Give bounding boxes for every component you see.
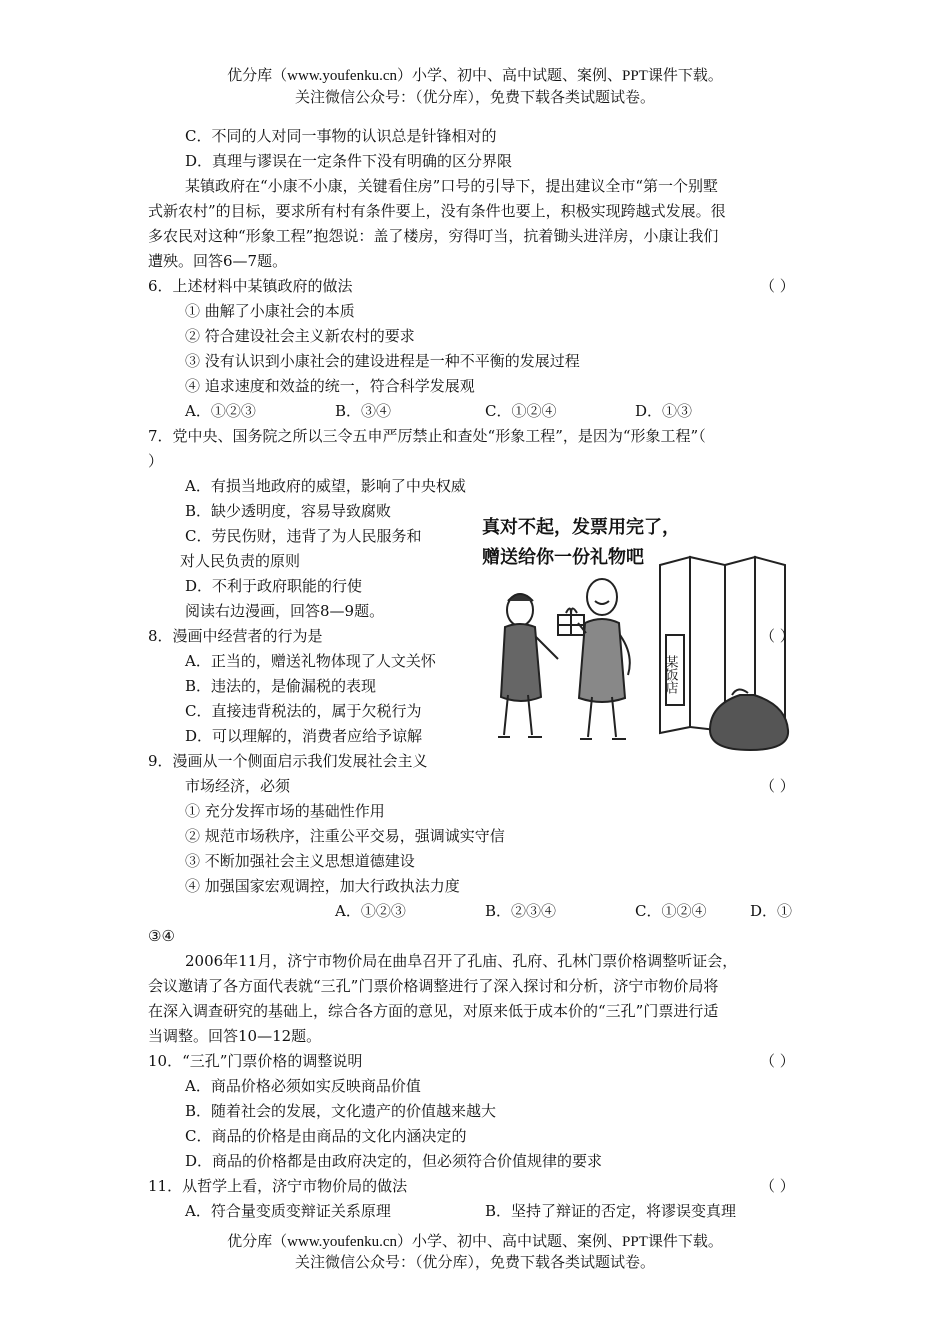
shopkeeper-figure bbox=[578, 579, 630, 739]
q6-option-b[interactable]: B．③④ bbox=[335, 402, 392, 420]
q9-option-c[interactable]: C．①②④ bbox=[635, 902, 707, 920]
q11-option-b[interactable]: B．坚持了辩证的否定，将谬误变真理 bbox=[485, 1202, 737, 1220]
q6-stem: 6．上述材料中某镇政府的做法 bbox=[148, 277, 353, 295]
q8-option-c[interactable]: C．直接违背税法的，属于欠税行为 bbox=[185, 702, 422, 720]
q9-stem-1: 9．漫画从一个侧面启示我们发展社会主义 bbox=[148, 752, 428, 770]
q7-option-d[interactable]: D．不利于政府职能的行使 bbox=[185, 577, 363, 595]
passage1-line-3: 多农民对这种“形象工程”抱怨说：盖了楼房，穷得叮当，抗着锄头进洋房，小康让我们 bbox=[148, 227, 719, 245]
q8-option-b[interactable]: B．违法的，是偷漏税的表现 bbox=[185, 677, 377, 695]
q8-stem: 8．漫画中经营者的行为是 bbox=[148, 627, 323, 645]
customer-figure bbox=[498, 594, 558, 737]
passage2-line-1: 2006年11月，济宁市物价局在曲阜召开了孔庙、孔府、孔林门票价格调整听证会， bbox=[185, 952, 738, 970]
q6-item-4: ④ 追求速度和效益的统一，符合科学发展观 bbox=[185, 377, 475, 395]
q7-option-c-cont: 对人民负责的原则 bbox=[180, 552, 301, 570]
footer-line-1: 优分库（www.youfenku.cn）小学、初中、高中试题、案例、PPT课件下载。 bbox=[227, 1234, 723, 1250]
q7-stem: 7．党中央、国务院之所以三令五申严厉禁止和查处“形象工程”，是因为“形象工程”（ bbox=[148, 427, 706, 445]
q9-option-d-cont: ③④ bbox=[148, 927, 175, 945]
cartoon-caption-2: 赠送给你一份礼物吧 bbox=[482, 547, 644, 568]
prev-option-d: D．真理与谬误在一定条件下没有明确的区分界限 bbox=[185, 152, 513, 170]
passage2-line-4: 当调整。回答10—12题。 bbox=[148, 1027, 322, 1045]
q9-item-3: ③ 不断加强社会主义思想道德建设 bbox=[185, 852, 415, 870]
q6-item-3: ③ 没有认识到小康社会的建设进程是一种不平衡的发展过程 bbox=[185, 352, 580, 370]
q7-stem-end[interactable]: ） bbox=[148, 452, 164, 470]
q8-option-a[interactable]: A．正当的，赠送礼物体现了人文关怀 bbox=[185, 652, 436, 670]
q11-answer-blank[interactable]: （ ） bbox=[760, 1177, 795, 1195]
q9-option-a[interactable]: A．①②③ bbox=[335, 902, 406, 920]
passage1-line-4: 遭殃。回答6—7题。 bbox=[148, 252, 288, 270]
q9-answer-blank[interactable]: （ ） bbox=[760, 777, 795, 795]
q6-option-c[interactable]: C．①②④ bbox=[485, 402, 557, 420]
gift-box-icon bbox=[558, 608, 584, 635]
q7-option-b[interactable]: B．缺少透明度，容易导致腐败 bbox=[185, 502, 392, 520]
q10-option-d[interactable]: D．商品的价格都是由政府决定的，但必须符合价值规律的要求 bbox=[185, 1152, 603, 1170]
cartoon-caption-1: 真对不起，发票用完了， bbox=[482, 517, 680, 538]
q10-option-a[interactable]: A．商品价格必须如实反映商品价值 bbox=[185, 1077, 421, 1095]
prev-option-c: C．不同的人对同一事物的认识总是针锋相对的 bbox=[185, 127, 497, 145]
header-line-1: 优分库（www.youfenku.cn）小学、初中、高中试题、案例、PPT课件下载。 bbox=[227, 68, 723, 84]
q10-option-b[interactable]: B．随着社会的发展，文化遗产的价值越来越大 bbox=[185, 1102, 497, 1120]
q11-option-a[interactable]: A．符合量变质变辩证关系原理 bbox=[185, 1202, 391, 1220]
passage1-line-2: 式新农村”的目标，要求所有村有条件要上，没有条件也要上，积极实现跨越式发展。很 bbox=[148, 202, 726, 220]
q11-stem: 11．从哲学上看，济宁市物价局的做法 bbox=[148, 1177, 408, 1195]
q9-stem-2: 市场经济，必须 bbox=[185, 777, 291, 795]
q8-option-d[interactable]: D．可以理解的，消费者应给予谅解 bbox=[185, 727, 423, 745]
q10-stem: 10．“三孔”门票价格的调整说明 bbox=[148, 1052, 363, 1070]
q10-option-c[interactable]: C．商品的价格是由商品的文化内涵决定的 bbox=[185, 1127, 467, 1145]
passage2-line-3: 在深入调查研究的基础上，综合各方面的意见，对原来低于成本价的“三孔”门票进行适 bbox=[148, 1002, 719, 1020]
q10-answer-blank[interactable]: （ ） bbox=[760, 1052, 795, 1070]
q9-item-2: ② 规范市场秩序，注重公平交易，强调诚实守信 bbox=[185, 827, 505, 845]
q6-answer-blank[interactable]: （ ） bbox=[760, 277, 795, 295]
passage2-line-2: 会议邀请了各方面代表就“三孔”门票价格调整进行了深入探讨和分析，济宁市物价局将 bbox=[148, 977, 719, 995]
q9-item-1: ① 充分发挥市场的基础性作用 bbox=[185, 802, 385, 820]
q6-option-d[interactable]: D．①③ bbox=[635, 402, 693, 420]
cartoon-shop-sign: 某饭店 bbox=[662, 655, 678, 694]
q7-option-a[interactable]: A．有损当地政府的威望，影响了中央权威 bbox=[185, 477, 466, 495]
q8-answer-blank[interactable]: （ ） bbox=[760, 627, 795, 645]
q9-option-d[interactable]: D．① bbox=[750, 902, 793, 920]
q6-item-2: ② 符合建设社会主义新农村的要求 bbox=[185, 327, 415, 345]
q9-item-4: ④ 加强国家宏观调控，加大行政执法力度 bbox=[185, 877, 460, 895]
cartoon-intro: 阅读右边漫画，回答8—9题。 bbox=[185, 602, 385, 620]
q9-option-b[interactable]: B．②③④ bbox=[485, 902, 557, 920]
q6-item-1: ① 曲解了小康社会的本质 bbox=[185, 302, 355, 320]
q7-option-c[interactable]: C．劳民伤财，违背了为人民服务和 bbox=[185, 527, 422, 545]
header-line-2: 关注微信公众号：（优分库），免费下载各类试题试卷。 bbox=[294, 90, 655, 106]
q6-option-a[interactable]: A．①②③ bbox=[185, 402, 256, 420]
cartoon-drawing bbox=[470, 505, 810, 755]
passage1-line-1: 某镇政府在“小康不小康，关键看住房”口号的引导下，提出建议全市“第一个别墅 bbox=[185, 177, 719, 195]
cartoon-illustration bbox=[470, 505, 810, 755]
footer-line-2: 关注微信公众号：（优分库），免费下载各类试题试卷。 bbox=[294, 1255, 655, 1271]
